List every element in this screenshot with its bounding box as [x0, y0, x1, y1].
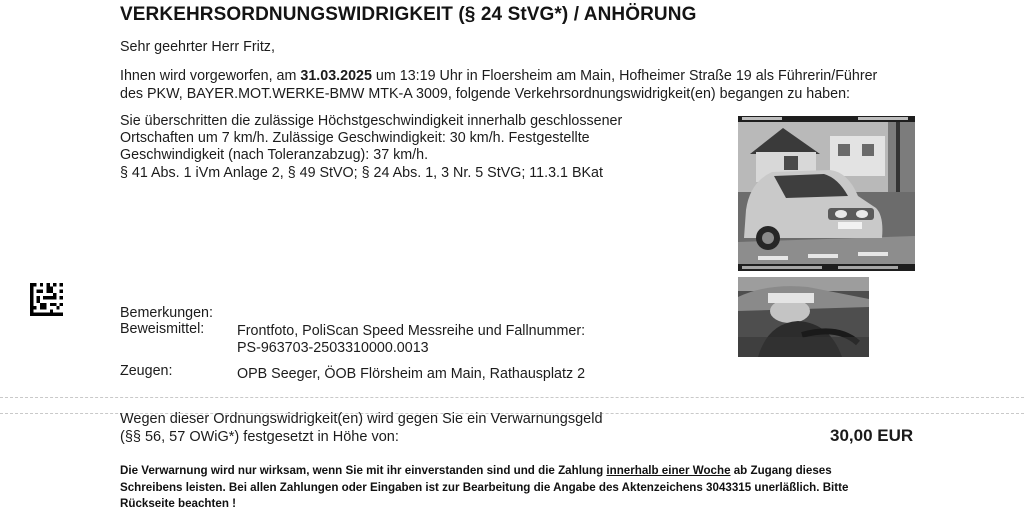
- notice-line-2: Schreibens leisten. Bei allen Zahlungen oder Eingaben ist zur Bearbeitung die Angabe des Aktenzeichens 3043315 unerläßlich. Bitte: [120, 481, 849, 494]
- evidence-case-number: PS-963703-2503310000.0013: [237, 340, 429, 356]
- offense-line-2: Ortschaften um 7 km/h. Zulässige Geschwindigkeit: 30 km/h. Festgestellte: [120, 130, 590, 146]
- driver-photo: [738, 277, 869, 357]
- accusation-line-2: des PKW, BAYER.MOT.WERKE-BMW MTK-A 3009, folgende Verkehrsordnungswidrigkeit(en) begangen zu haben:: [120, 86, 851, 102]
- evidence-value: Frontfoto, PoliScan Speed Messreihe und Fallnummer:: [237, 323, 586, 339]
- fine-statement-line-2: (§§ 56, 57 OWiG*) festgesetzt in Höhe von:: [120, 429, 399, 445]
- offense-date: 31.03.2025: [300, 68, 372, 84]
- accusation-text-b: um 13:19 Uhr in Floersheim am Main, Hofheimer Straße 19 als Führerin/Führer: [371, 68, 878, 84]
- fine-statement-line-1: Wegen dieser Ordnungswidrigkeit(en) wird gegen Sie ein Verwarnungsgeld: [120, 411, 603, 427]
- notice-text-a: Die Verwarnung wird nur wirksam, wenn Sie mit ihr einverstanden sind und die Zahlung: [120, 464, 607, 477]
- witness-label: Zeugen:: [120, 363, 173, 379]
- accusation-line-1: [120, 68, 877, 85]
- letter-title: VERKEHRSORDNUNGSWIDRIGKEIT (§ 24 StVG*) / ANHÖRUNG: [120, 4, 697, 25]
- offense-legal-reference: § 41 Abs. 1 iVm Anlage 2, § 49 StVO; § 24 Abs. 1, 3 Nr. 5 StVG; 11.3.1 BKat: [120, 165, 603, 181]
- datamatrix-code-icon: [30, 283, 63, 316]
- salutation: Sehr geehrter Herr Fritz,: [120, 39, 275, 55]
- speed-camera-photo: [738, 116, 915, 271]
- offense-line-1: Sie überschritten die zulässige Höchstgeschwindigkeit innerhalb geschlossener: [120, 113, 623, 129]
- accusation-text-a: Ihnen wird vorgeworfen, am: [120, 68, 301, 84]
- fold-line: [0, 397, 1024, 398]
- notice-deadline: innerhalb einer Woche: [606, 464, 731, 477]
- offense-line-3: Geschwindigkeit (nach Toleranzabzug): 37 km/h.: [120, 147, 429, 163]
- fine-amount: 30,00 EUR: [830, 426, 914, 445]
- notice-text-b: ab Zugang dieses: [730, 464, 832, 477]
- notice-line-1: [120, 463, 832, 478]
- evidence-label: Beweismittel:: [120, 321, 205, 337]
- witness-value: OPB Seeger, ÖOB Flörsheim am Main, Rathausplatz 2: [237, 366, 586, 382]
- remarks-label: Bemerkungen:: [120, 305, 213, 321]
- notice-line-3: Rückseite beachten !: [120, 497, 236, 510]
